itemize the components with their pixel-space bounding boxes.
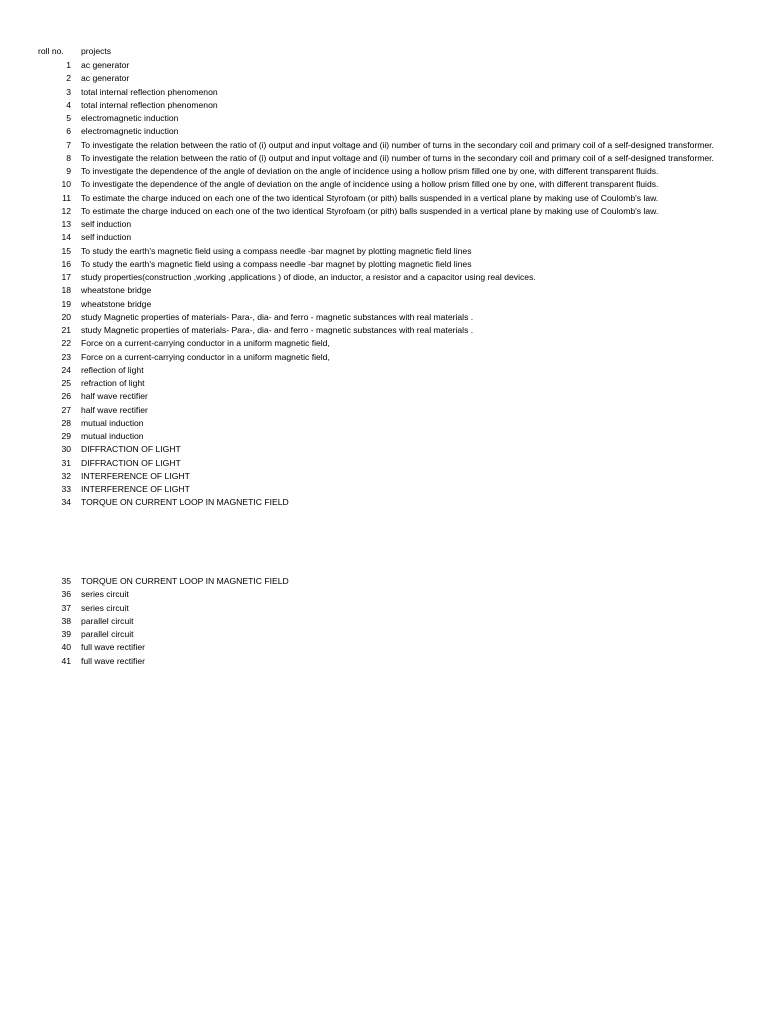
roll-number-cell: 1 [66, 60, 71, 70]
roll-number-cell: 21 [61, 325, 71, 335]
table-row [0, 258, 768, 271]
roll-number-cell: 19 [61, 298, 71, 309]
roll-number-cell: 3 [66, 86, 71, 97]
project-cell: INTERFERENCE OF LIGHT [81, 484, 190, 494]
roll-number-cell: 9 [66, 166, 71, 176]
project-cell: DIFFRACTION OF LIGHT [81, 444, 181, 455]
roll-number-cell: 12 [61, 205, 71, 216]
roll-number-cell: 30 [61, 444, 71, 455]
roll-number-cell: 15 [61, 245, 71, 256]
roll-number-cell: 38 [61, 615, 71, 626]
table-row [0, 112, 768, 125]
table-row [0, 602, 768, 615]
project-cell: DIFFRACTION OF LIGHT [81, 457, 181, 468]
project-cell: To estimate the charge induced on each one of the two identical Styrofoam (or pith) balls suspended in a vertical plane by making use of Coulomb's law. [81, 205, 659, 216]
project-cell: To investigate the relation between the ratio of (i) output and input voltage and (ii) number of turns in the secondary coil and primary coil of a self-designed transformer. [81, 139, 714, 150]
project-cell: To study the earth's magnetic field using a compass needle -bar magnet by plotting magnetic field lines [81, 258, 472, 269]
table-row [0, 311, 768, 324]
roll-number-cell: 11 [62, 192, 71, 203]
roll-number-cell: 29 [61, 431, 71, 441]
table-row [0, 457, 768, 470]
table-row [0, 588, 768, 601]
roll-number-cell: 24 [61, 364, 71, 375]
table-row [0, 443, 768, 456]
table-row [0, 351, 768, 364]
project-cell: total internal reflection phenomenon [81, 99, 218, 110]
roll-number-cell: 14 [61, 232, 71, 243]
table-row [0, 99, 768, 112]
table-row [0, 284, 768, 297]
roll-no-header: roll no. [38, 46, 64, 56]
project-cell: self induction [81, 232, 132, 243]
project-cell: To study the earth's magnetic field using a compass needle -bar magnet by plotting magnetic field lines [81, 245, 472, 256]
table-row [0, 298, 768, 311]
table-row [0, 125, 768, 138]
project-cell: TORQUE ON CURRENT LOOP IN MAGNETIC FIELD [81, 497, 289, 508]
roll-number-cell: 27 [61, 404, 71, 415]
table-row [0, 430, 768, 443]
header-row [0, 45, 768, 58]
project-cell: To investigate the dependence of the angle of deviation on the angle of incidence using a hollow prism filled one by one, with different transparent fluids. [81, 166, 659, 176]
table-row [0, 86, 768, 99]
table-row [0, 218, 768, 231]
table-row [0, 615, 768, 628]
roll-number-cell: 10 [61, 179, 71, 190]
roll-number-cell: 2 [66, 73, 71, 84]
roll-number-cell: 40 [61, 642, 71, 653]
roll-number-cell: 5 [66, 113, 71, 123]
project-cell: refraction of light [81, 378, 145, 388]
roll-number-cell: 33 [61, 484, 71, 494]
projects-header: projects [81, 46, 112, 56]
roll-number-cell: 6 [66, 126, 71, 137]
roll-number-cell: 32 [61, 470, 71, 481]
project-cell: Force on a current-carrying conductor in a uniform magnetic field, [81, 351, 330, 362]
project-cell: INTERFERENCE OF LIGHT [81, 470, 190, 481]
project-cell: study properties(construction ,working ,applications ) of diode, an inductor, a resistor and a capacitor using real devices. [81, 272, 536, 282]
roll-number-cell: 41 [61, 655, 71, 666]
table-row [0, 628, 768, 641]
table-row [0, 152, 768, 165]
project-cell: study Magnetic properties of materials- Para-, dia- and ferro - magnetic substances with real materials . [81, 311, 474, 322]
roll-number-cell: 20 [61, 311, 71, 322]
table-row [0, 231, 768, 244]
project-cell: total internal reflection phenomenon [81, 86, 218, 97]
roll-number-cell: 25 [61, 378, 71, 388]
project-cell: study Magnetic properties of materials- Para-, dia- and ferro - magnetic substances with real materials . [81, 325, 474, 335]
table-row [0, 404, 768, 417]
project-cell: mutual induction [81, 417, 144, 428]
roll-number-cell: 22 [61, 338, 71, 349]
project-cell: wheatstone bridge [81, 285, 152, 296]
table-row [0, 178, 768, 191]
table-row [0, 483, 768, 496]
roll-number-cell: 8 [66, 152, 71, 163]
project-cell: parallel circuit [81, 629, 134, 639]
table-row [0, 641, 768, 654]
project-cell: ac generator [81, 73, 130, 84]
table-row [0, 324, 768, 337]
table-row [0, 245, 768, 258]
project-cell: To investigate the dependence of the angle of deviation on the angle of incidence using a hollow prism filled one by one, with different transparent fluids. [81, 179, 659, 190]
project-cell: TORQUE ON CURRENT LOOP IN MAGNETIC FIELD [81, 576, 289, 586]
table-row [0, 655, 768, 668]
roll-number-cell: 18 [61, 285, 71, 296]
project-cell: half wave rectifier [81, 391, 148, 402]
project-cell: reflection of light [81, 364, 144, 375]
roll-number-cell: 31 [61, 457, 71, 468]
table-row [0, 59, 768, 72]
project-cell: full wave rectifier [81, 655, 145, 666]
table-row [0, 575, 768, 588]
roll-number-cell: 26 [61, 391, 71, 402]
roll-number-cell: 4 [66, 99, 71, 110]
table-row [0, 139, 768, 152]
table-row [0, 72, 768, 85]
roll-number-cell: 37 [61, 602, 71, 613]
roll-number-cell: 28 [61, 417, 71, 428]
table-row [0, 205, 768, 218]
table-row [0, 192, 768, 205]
table-row [0, 470, 768, 483]
project-cell: To investigate the relation between the ratio of (i) output and input voltage and (ii) number of turns in the secondary coil and primary coil of a self-designed transformer. [81, 152, 714, 163]
project-cell: half wave rectifier [81, 404, 148, 415]
project-cell: self induction [81, 219, 132, 229]
table-row [0, 165, 768, 178]
project-cell: ac generator [81, 60, 130, 70]
table-row [0, 337, 768, 350]
project-cell: electromagnetic induction [81, 126, 179, 137]
roll-number-cell: 17 [61, 272, 71, 282]
roll-number-cell: 35 [61, 576, 71, 586]
table-row [0, 417, 768, 430]
project-cell: full wave rectifier [81, 642, 145, 653]
project-cell: To estimate the charge induced on each one of the two identical Styrofoam (or pith) balls suspended in a vertical plane by making use of Coulomb's law. [81, 192, 659, 203]
roll-number-cell: 39 [61, 629, 71, 639]
table-row [0, 377, 768, 390]
roll-number-cell: 36 [61, 589, 71, 600]
project-cell: series circuit [81, 602, 129, 613]
project-cell: electromagnetic induction [81, 113, 179, 123]
roll-number-cell: 16 [61, 258, 71, 269]
project-cell: wheatstone bridge [81, 298, 152, 309]
table-row [0, 364, 768, 377]
project-cell: mutual induction [81, 431, 144, 441]
project-cell: series circuit [81, 589, 129, 600]
project-cell: Force on a current-carrying conductor in a uniform magnetic field, [81, 338, 330, 349]
roll-number-cell: 7 [66, 139, 71, 150]
roll-number-cell: 23 [61, 351, 71, 362]
table-row [0, 271, 768, 284]
table-row [0, 390, 768, 403]
roll-number-cell: 34 [61, 497, 71, 508]
roll-number-cell: 13 [61, 219, 71, 229]
project-cell: parallel circuit [81, 615, 134, 626]
table-row [0, 496, 768, 509]
